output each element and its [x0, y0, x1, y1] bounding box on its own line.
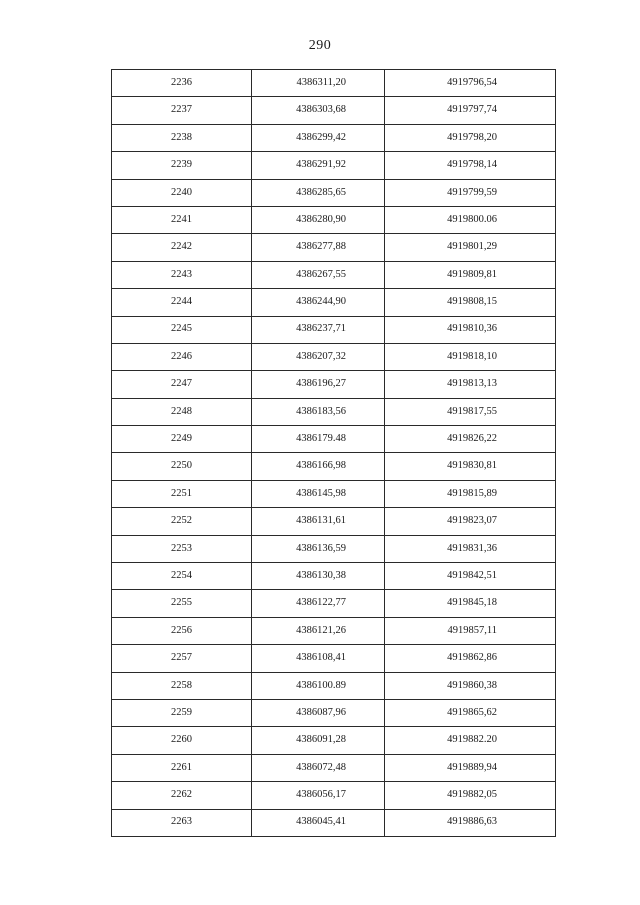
- table-row: [112, 563, 556, 590]
- point-number-cell: 2236: [112, 70, 252, 97]
- y-coordinate-cell: 4919882.20: [385, 727, 556, 754]
- point-number-cell: 2243: [112, 261, 252, 288]
- x-coordinate-cell: 4386145,98: [252, 480, 385, 507]
- x-coordinate-cell: 4386179.48: [252, 426, 385, 453]
- y-coordinate-cell: 4919798,20: [385, 124, 556, 151]
- table-row: [112, 398, 556, 425]
- y-coordinate-cell: 4919857,11: [385, 617, 556, 644]
- x-coordinate-cell: 4386244,90: [252, 289, 385, 316]
- point-number-cell: 2260: [112, 727, 252, 754]
- point-number-cell: 2256: [112, 617, 252, 644]
- point-number-cell: 2250: [112, 453, 252, 480]
- table-row: [112, 234, 556, 261]
- y-coordinate-cell: 4919813,13: [385, 371, 556, 398]
- x-coordinate-cell: 4386196,27: [252, 371, 385, 398]
- y-coordinate-cell: 4919809,81: [385, 261, 556, 288]
- table-row: [112, 672, 556, 699]
- table-row: [112, 97, 556, 124]
- point-number-cell: 2241: [112, 206, 252, 233]
- point-number-cell: 2262: [112, 782, 252, 809]
- point-number-cell: 2248: [112, 398, 252, 425]
- y-coordinate-cell: 4919862,86: [385, 645, 556, 672]
- x-coordinate-cell: 4386311,20: [252, 70, 385, 97]
- table-row: [112, 699, 556, 726]
- point-number-cell: 2240: [112, 179, 252, 206]
- x-coordinate-cell: 4386207,32: [252, 343, 385, 370]
- x-coordinate-cell: 4386237,71: [252, 316, 385, 343]
- table-row: [112, 645, 556, 672]
- table-row: [112, 261, 556, 288]
- x-coordinate-cell: 4386277,88: [252, 234, 385, 261]
- point-number-cell: 2247: [112, 371, 252, 398]
- y-coordinate-cell: 4919815,89: [385, 480, 556, 507]
- x-coordinate-cell: 4386091,28: [252, 727, 385, 754]
- table-row: [112, 206, 556, 233]
- y-coordinate-cell: 4919845,18: [385, 590, 556, 617]
- point-number-cell: 2261: [112, 754, 252, 781]
- x-coordinate-cell: 4386072,48: [252, 754, 385, 781]
- coordinates-table: [111, 69, 556, 837]
- y-coordinate-cell: 4919882,05: [385, 782, 556, 809]
- table-row: [112, 535, 556, 562]
- point-number-cell: 2252: [112, 508, 252, 535]
- table-row: [112, 371, 556, 398]
- y-coordinate-cell: 4919823,07: [385, 508, 556, 535]
- table-row: [112, 782, 556, 809]
- y-coordinate-cell: 4919817,55: [385, 398, 556, 425]
- table-body: [112, 70, 556, 837]
- y-coordinate-cell: 4919886,63: [385, 809, 556, 836]
- x-coordinate-cell: 4386087,96: [252, 699, 385, 726]
- point-number-cell: 2263: [112, 809, 252, 836]
- point-number-cell: 2254: [112, 563, 252, 590]
- table-row: [112, 727, 556, 754]
- x-coordinate-cell: 4386056,17: [252, 782, 385, 809]
- point-number-cell: 2257: [112, 645, 252, 672]
- y-coordinate-cell: 4919860,38: [385, 672, 556, 699]
- y-coordinate-cell: 4919799,59: [385, 179, 556, 206]
- x-coordinate-cell: 4386183,56: [252, 398, 385, 425]
- table-row: [112, 70, 556, 97]
- y-coordinate-cell: 4919796,54: [385, 70, 556, 97]
- table-row: [112, 426, 556, 453]
- x-coordinate-cell: 4386045,41: [252, 809, 385, 836]
- page-number: 290: [308, 38, 332, 53]
- y-coordinate-cell: 4919826,22: [385, 426, 556, 453]
- y-coordinate-cell: 4919889,94: [385, 754, 556, 781]
- point-number-cell: 2258: [112, 672, 252, 699]
- point-number-cell: 2255: [112, 590, 252, 617]
- table-row: [112, 289, 556, 316]
- table-row: [112, 179, 556, 206]
- y-coordinate-cell: 4919818,10: [385, 343, 556, 370]
- table-row: [112, 617, 556, 644]
- x-coordinate-cell: 4386299,42: [252, 124, 385, 151]
- table-row: [112, 343, 556, 370]
- point-number-cell: 2239: [112, 152, 252, 179]
- table-row: [112, 809, 556, 836]
- point-number-cell: 2251: [112, 480, 252, 507]
- x-coordinate-cell: 4386108,41: [252, 645, 385, 672]
- point-number-cell: 2238: [112, 124, 252, 151]
- table-row: [112, 590, 556, 617]
- point-number-cell: 2253: [112, 535, 252, 562]
- x-coordinate-cell: 4386291,92: [252, 152, 385, 179]
- point-number-cell: 2259: [112, 699, 252, 726]
- table-row: [112, 508, 556, 535]
- y-coordinate-cell: 4919798,14: [385, 152, 556, 179]
- y-coordinate-cell: 4919808,15: [385, 289, 556, 316]
- x-coordinate-cell: 4386280,90: [252, 206, 385, 233]
- y-coordinate-cell: 4919831,36: [385, 535, 556, 562]
- table-row: [112, 453, 556, 480]
- point-number-cell: 2246: [112, 343, 252, 370]
- x-coordinate-cell: 4386130,38: [252, 563, 385, 590]
- y-coordinate-cell: 4919830,81: [385, 453, 556, 480]
- y-coordinate-cell: 4919801,29: [385, 234, 556, 261]
- x-coordinate-cell: 4386166,98: [252, 453, 385, 480]
- y-coordinate-cell: 4919865,62: [385, 699, 556, 726]
- x-coordinate-cell: 4386122,77: [252, 590, 385, 617]
- x-coordinate-cell: 4386136,59: [252, 535, 385, 562]
- x-coordinate-cell: 4386121,26: [252, 617, 385, 644]
- table-row: [112, 316, 556, 343]
- point-number-cell: 2244: [112, 289, 252, 316]
- x-coordinate-cell: 4386131,61: [252, 508, 385, 535]
- table-row: [112, 480, 556, 507]
- y-coordinate-cell: 4919842,51: [385, 563, 556, 590]
- point-number-cell: 2249: [112, 426, 252, 453]
- table-row: [112, 754, 556, 781]
- y-coordinate-cell: 4919810,36: [385, 316, 556, 343]
- x-coordinate-cell: 4386285,65: [252, 179, 385, 206]
- point-number-cell: 2245: [112, 316, 252, 343]
- point-number-cell: 2237: [112, 97, 252, 124]
- y-coordinate-cell: 4919797,74: [385, 97, 556, 124]
- table-row: [112, 124, 556, 151]
- x-coordinate-cell: 4386303,68: [252, 97, 385, 124]
- table-row: [112, 152, 556, 179]
- y-coordinate-cell: 4919800.06: [385, 206, 556, 233]
- x-coordinate-cell: 4386267,55: [252, 261, 385, 288]
- x-coordinate-cell: 4386100.89: [252, 672, 385, 699]
- point-number-cell: 2242: [112, 234, 252, 261]
